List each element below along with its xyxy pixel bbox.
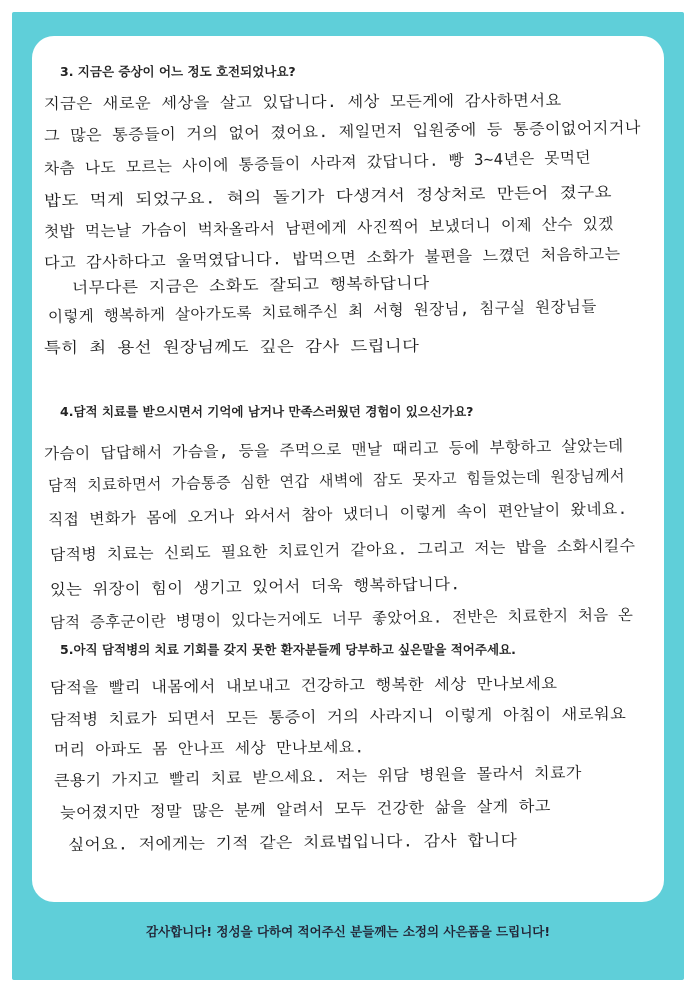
answer-3-line-3: 차츰 나도 모르는 사이에 통증들이 사라져 갔답니다. 빵 3~4년은 못먹던 <box>43 148 592 178</box>
answer-5-line-1: 담적을 빨리 내몸에서 내보내고 건강하고 행복한 세상 만나보세요 <box>49 674 558 697</box>
answer-5-line-6: 싶어요. 저에게는 기적 같은 치료법입니다. 감사 합니다 <box>67 831 518 854</box>
answer-4-line-6: 담적 증후군이란 병명이 있다는거에도 너무 좋았어요. 전반은 치료한지 처음 온 <box>49 605 634 632</box>
answer-5-line-3: 머리 아파도 몸 안나프 세상 만나보세요. <box>53 738 365 759</box>
answer-4-line-2: 담적 치료하면서 가슴통증 심한 연갑 새벽에 잠도 못자고 힘들었는데 원장님께서 <box>47 466 626 495</box>
answer-4-line-4: 담적병 치료는 신뢰도 필요한 치료인거 같아요. 그리고 저는 밥을 소화시킬수 <box>49 536 636 564</box>
answer-4-line-1: 가슴이 답답해서 가슴을, 등을 주먹으로 맨날 때리고 등에 부항하고 살았는데 <box>43 436 624 463</box>
answer-4-line-3: 직접 변화가 몸에 오거나 와서서 참아 냈더니 이렇게 속이 편안날이 왔네요. <box>47 499 628 529</box>
answer-3-line-8: 이렇게 행복하게 살아가도록 치료해주신 최 서형 원장님, 침구실 원장님들 <box>47 297 597 326</box>
answer-3-line-7: 너무다른 지금은 소화도 잘되고 행복하답니다 <box>71 274 430 297</box>
answer-5-line-4: 큰용기 가지고 빨리 치료 받으세요. 저는 위담 병원을 몰라서 치료가 <box>53 763 582 790</box>
answer-3-line-5: 첫밥 먹는날 가슴이 벅차올라서 남편에게 사진찍어 보냈더니 이제 산수 있겠 <box>43 215 614 241</box>
answer-3-line-4: 밥도 먹게 되었구요. 혀의 돌기가 다생겨서 정상처로 만든어 졌구요 <box>43 183 613 210</box>
answer-3-line-9: 특히 최 용선 원장님께도 깊은 감사 드립니다 <box>43 337 420 357</box>
question-4: 4.담적 치료를 받으시면서 기억에 남거나 만족스러웠던 경험이 있으신가요? <box>60 404 474 419</box>
answer-3-line-2: 그 많은 통증들이 거의 없어 졌어요. 제일먼저 입원중에 등 통증이없어지거나 <box>43 118 641 145</box>
question-3: 3. 지금은 증상이 어느 정도 호전되었나요? <box>60 64 296 79</box>
answer-3-line-1: 지금은 새로운 세상을 살고 있답니다. 세상 모든게에 감사하면서요 <box>43 91 562 113</box>
answer-4-line-5: 있는 위장이 힘이 생기고 있어서 더욱 행복하답니다. <box>49 575 461 599</box>
answer-5-line-2: 담적병 치료가 되면서 모든 통증이 거의 사라지니 이렇게 아침이 새로워요 <box>49 704 627 729</box>
footer-thanks-notice: 감사합니다! 정성을 다하여 적어주신 분들께는 소정의 사은품을 드립니다! <box>145 924 551 939</box>
survey-paper <box>32 36 664 902</box>
answer-5-line-5: 늦어졌지만 정말 많은 분께 알려서 모두 건강한 삶을 살게 하고 <box>59 797 551 822</box>
question-5: 5.아직 담적병의 치료 기회를 갖지 못한 환자분들께 당부하고 싶은말을 적어주세요. <box>60 642 516 657</box>
answer-3-line-6: 다고 감사하다고 울먹였답니다. 밥먹으면 소화가 불편을 느꼈던 처음하고는 <box>43 244 621 272</box>
